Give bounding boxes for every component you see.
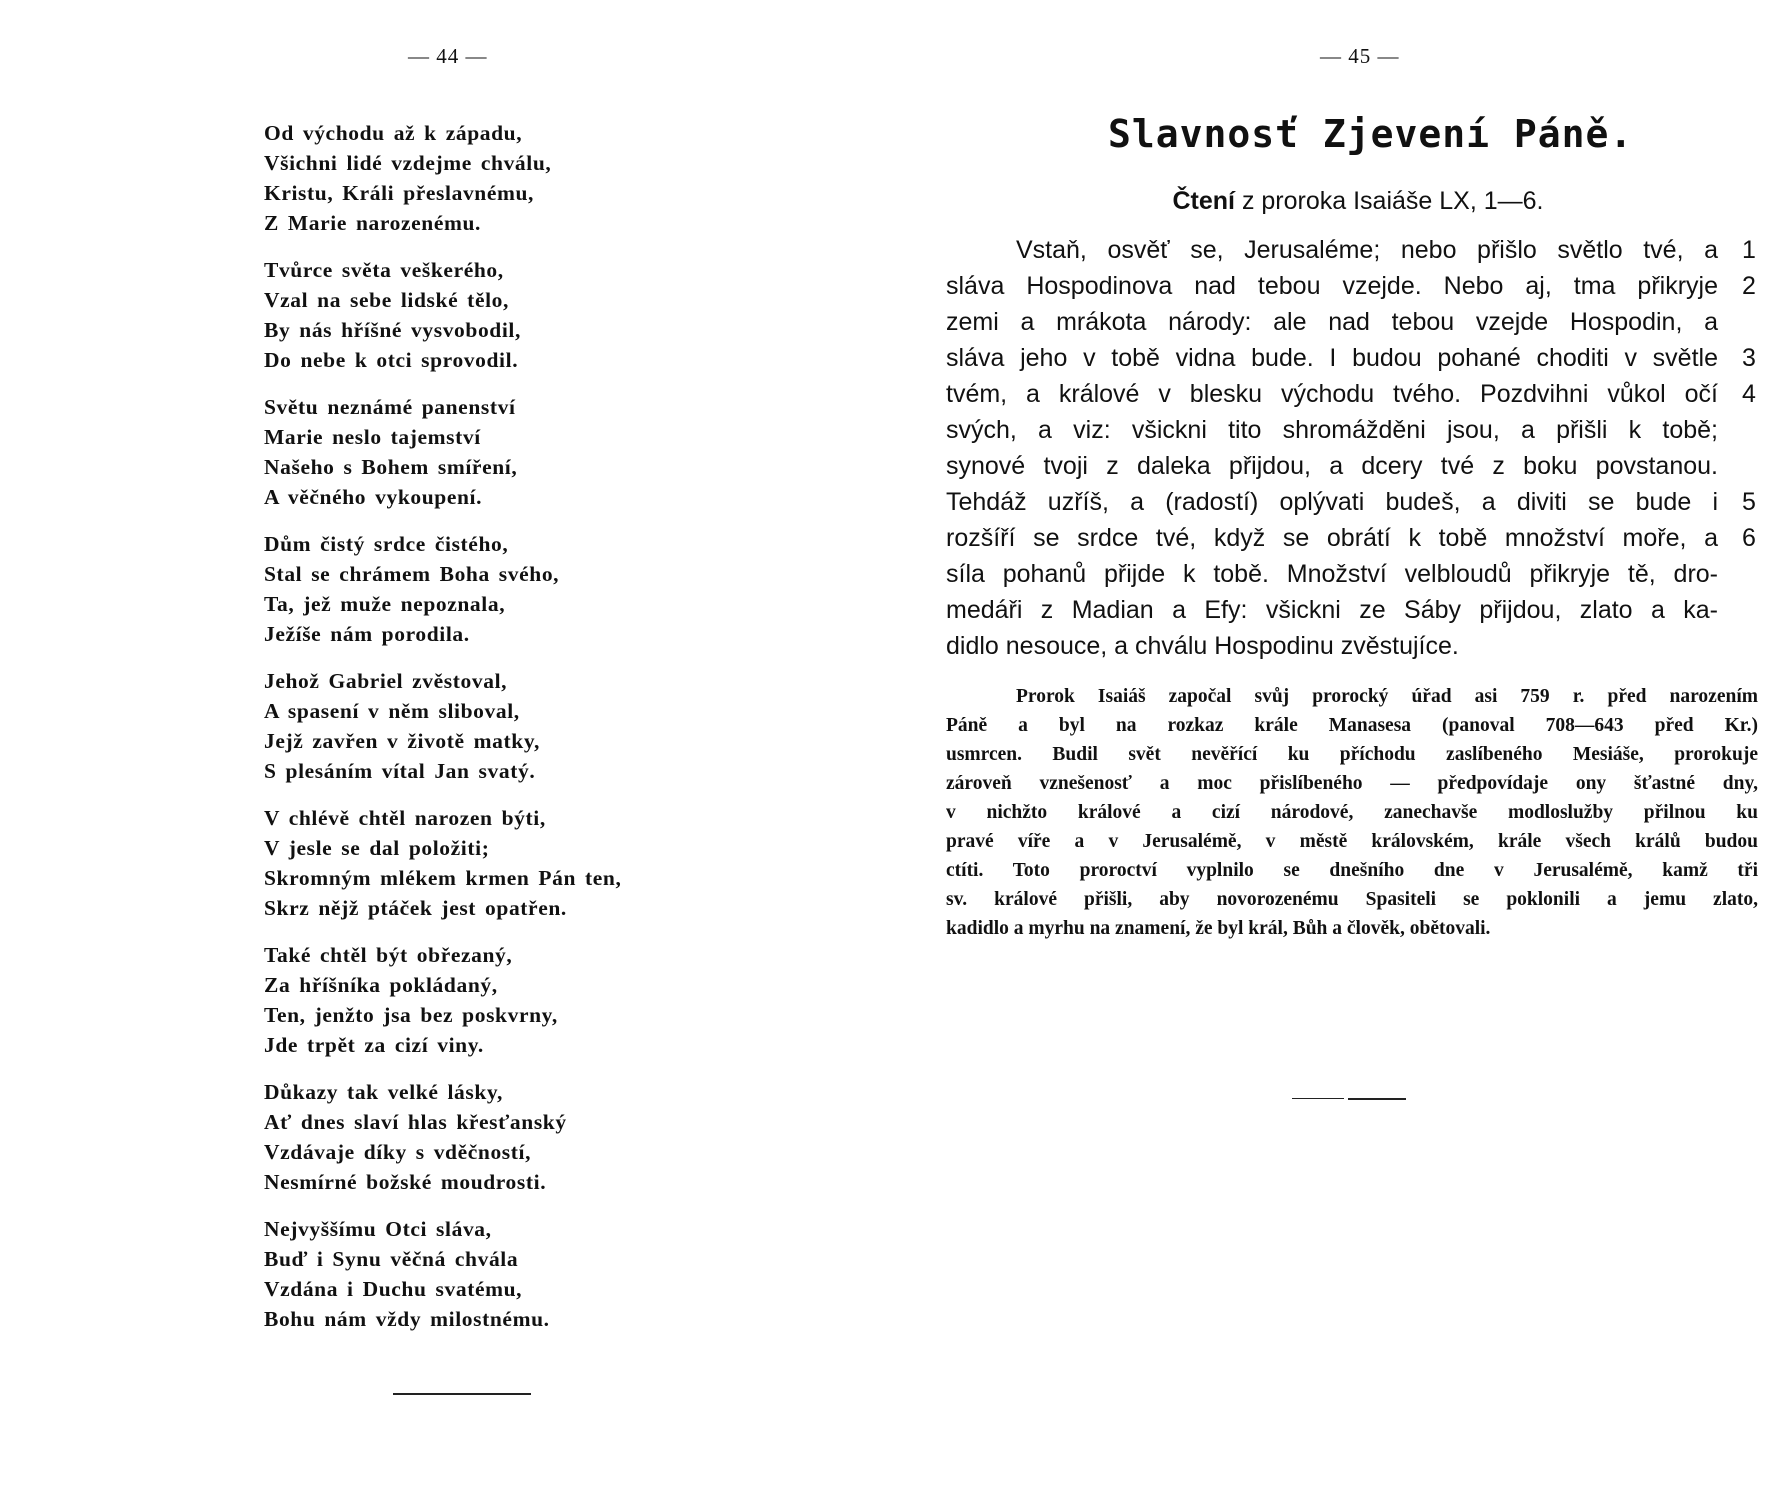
commentary-line: sv. králové přišli, aby novorozenému Spasiteli se poklonili a jemu zlato, <box>946 889 1758 910</box>
reading-line-text: medáři z Madian a Efy: všickni ze Sáby přijdou, zlato a ka- <box>946 596 1718 624</box>
commentary-line: Prorok Isaiáš započal svůj prorocký úřad asi 759 r. před narozením <box>1016 686 1758 707</box>
hymn-line: Také chtěl být obřezaný, <box>264 943 513 967</box>
reading-line-text: Vstaň, osvěť se, Jerusaléme; nebo přišlo světlo tvé, a <box>1016 236 1718 264</box>
reading-line <box>946 268 1756 304</box>
reading-line <box>946 484 1756 520</box>
hymn-line: Vzal na sebe lidské tělo, <box>264 288 509 312</box>
hymn-line: Jde trpět za cizí viny. <box>264 1033 484 1057</box>
hymn-line: Vzdána i Duchu svatému, <box>264 1277 523 1301</box>
commentary-line: pravé víře a v Jerusalémě, v městě královském, krále všech králů budou <box>946 831 1758 852</box>
commentary-line: usmrcen. Budil svět nevěřící ku příchodu zaslíbeného Mesiáše, prorokuje <box>946 744 1758 765</box>
hymn-line: Vzdávaje díky s vděčností, <box>264 1140 532 1164</box>
reading-heading-source: z proroka Isaiáše LX, 1—6. <box>1235 187 1544 215</box>
hymn <box>264 118 684 1351</box>
reading-line <box>946 448 1718 484</box>
hymn-line: Důkazy tak velké lásky, <box>264 1080 504 1104</box>
hymn-line: Ten, jenžto jsa bez poskvrny, <box>264 1003 558 1027</box>
page-number-right: — 45 — <box>1320 44 1400 68</box>
hymn-line: Nejvyššímu Otci sláva, <box>264 1217 492 1241</box>
verse-number: 6 <box>1742 524 1756 552</box>
reading-heading-label: Čtení <box>1172 187 1235 215</box>
hymn-line: Světu neznámé panenství <box>264 395 516 419</box>
verse-number: 2 <box>1742 272 1756 300</box>
reading-line <box>946 340 1756 376</box>
verse-number: 4 <box>1742 380 1756 408</box>
hymn-line: Všichni lidé vzdejme chválu, <box>264 151 552 175</box>
reading-line <box>946 628 1714 664</box>
hymn-line: Buď i Synu věčná chvála <box>264 1247 519 1271</box>
reading-line-text: svých, a viz: všickni tito shromážděni jsou, a přišli k tobě; <box>946 416 1718 444</box>
hymn-line: Marie neslo tajemství <box>264 425 481 449</box>
hymn-stanza <box>264 803 684 923</box>
hymn-line: Nesmírné božské moudrosti. <box>264 1170 547 1194</box>
reading-line-text: sláva jeho v tobě vidna bude. I budou pohané choditi v světle <box>946 344 1718 372</box>
page-title: Slavnosť Zjevení Páně. <box>1108 112 1634 156</box>
hymn-line: A spasení v něm sliboval, <box>264 699 520 723</box>
hymn-line: Našeho s Bohem smíření, <box>264 455 518 479</box>
right-page <box>896 0 1792 1500</box>
reading-line-text: zemi a mrákota národy: ale nad tebou vzejde Hospodin, a <box>946 308 1718 336</box>
hymn-line: Ta, jež muže nepoznala, <box>264 592 506 616</box>
reading-line <box>946 304 1718 340</box>
reading-line-text: tvém, a králové v blesku východu tvého. Pozdvihni vůkol očí <box>946 380 1718 408</box>
hymn-line: Dům čistý srdce čistého, <box>264 532 509 556</box>
reading-line-text: rozšíří se srdce tvé, když se obrátí k tobě množství moře, a <box>946 524 1718 552</box>
hymn-line: Jejž zavřen v životě matky, <box>264 729 540 753</box>
commentary-line: zároveň vznešenosť a moc přislíbeného — předpovídaje ony šťastné dny, <box>946 773 1758 794</box>
reading-line <box>946 376 1756 412</box>
reading-line <box>946 412 1718 448</box>
reading-line <box>946 232 1756 268</box>
hymn-line: V jesle se dal položiti; <box>264 836 490 860</box>
reading-line-text: synové tvoji z daleka přijdou, a dcery tvé z boku povstanou. <box>946 452 1718 480</box>
hymn-stanza <box>264 118 684 238</box>
page-number-left: — 44 — <box>408 44 488 68</box>
end-rule <box>1348 1098 1406 1100</box>
hymn-line: Stal se chrámem Boha svého, <box>264 562 560 586</box>
verse-number: 3 <box>1742 344 1756 372</box>
hymn-line: Ať dnes slaví hlas křesťanský <box>264 1110 567 1134</box>
hymn-line: Tvůrce světa veškerého, <box>264 258 504 282</box>
hymn-stanza <box>264 529 684 649</box>
commentary-line: v nichžto králové a cizí národové, zanechavše modloslužby přilnou ku <box>946 802 1758 823</box>
reading-line-text: síla pohanů přijde k tobě. Množství velbloudů přikryje tě, dro- <box>946 560 1718 588</box>
hymn-line: V chlévě chtěl narozen býti, <box>264 806 546 830</box>
hymn-line: Kristu, Králi přeslavnému, <box>264 181 535 205</box>
hymn-stanza <box>264 666 684 786</box>
reading-line-text: Tehdáž uzříš, a (radostí) oplývati budeš, a diviti se bude i <box>946 488 1718 516</box>
hymn-line: Za hříšníka pokládaný, <box>264 973 498 997</box>
hymn-line: Od východu až k západu, <box>264 121 523 145</box>
reading-line-text: didlo nesouce, a chválu Hospodinu zvěstujíce. <box>946 632 1459 660</box>
hymn-line: Z Marie narozenému. <box>264 211 482 235</box>
hymn-line: Ježíše nám porodila. <box>264 622 470 646</box>
commentary-line: Páně a byl na rozkaz krále Manasesa (panoval 708—643 před Kr.) <box>946 715 1758 736</box>
hymn-stanza <box>264 940 684 1060</box>
hymn-stanza <box>264 1077 684 1197</box>
hymn-stanza <box>264 1214 684 1334</box>
reading-text <box>946 232 1756 664</box>
commentary <box>946 682 1758 943</box>
reading-line <box>946 556 1718 592</box>
hymn-line: A věčného vykoupení. <box>264 485 483 509</box>
reading-line-text: sláva Hospodinova nad tebou vzejde. Nebo aj, tma přikryje <box>946 272 1718 300</box>
reading-line <box>946 520 1756 556</box>
hymn-line: Skromným mlékem krmen Pán ten, <box>264 866 622 890</box>
commentary-line: ctíti. Toto proroctví vyplnilo se dnešního dne v Jerusalémě, kamž tři <box>946 860 1758 881</box>
hymn-line: S plesáním vítal Jan svatý. <box>264 759 536 783</box>
hymn-line: Jehož Gabriel zvěstoval, <box>264 669 508 693</box>
hymn-stanza <box>264 392 684 512</box>
end-rule <box>1292 1098 1344 1099</box>
hymn-line: Bohu nám vždy milostnému. <box>264 1307 550 1331</box>
end-rule <box>393 1393 531 1395</box>
reading-heading <box>1096 187 1620 216</box>
hymn-line: By nás hříšné vysvobodil, <box>264 318 521 342</box>
commentary-line: kadidlo a myrhu na znamení, že byl král, Bůh a člověk, obětovali. <box>946 918 1491 939</box>
hymn-stanza <box>264 255 684 375</box>
hymn-line: Skrz nějž ptáček jest opatřen. <box>264 896 567 920</box>
verse-number: 1 <box>1742 236 1756 264</box>
reading-line <box>946 592 1718 628</box>
hymn-line: Do nebe k otci sprovodil. <box>264 348 519 372</box>
verse-number: 5 <box>1742 488 1756 516</box>
